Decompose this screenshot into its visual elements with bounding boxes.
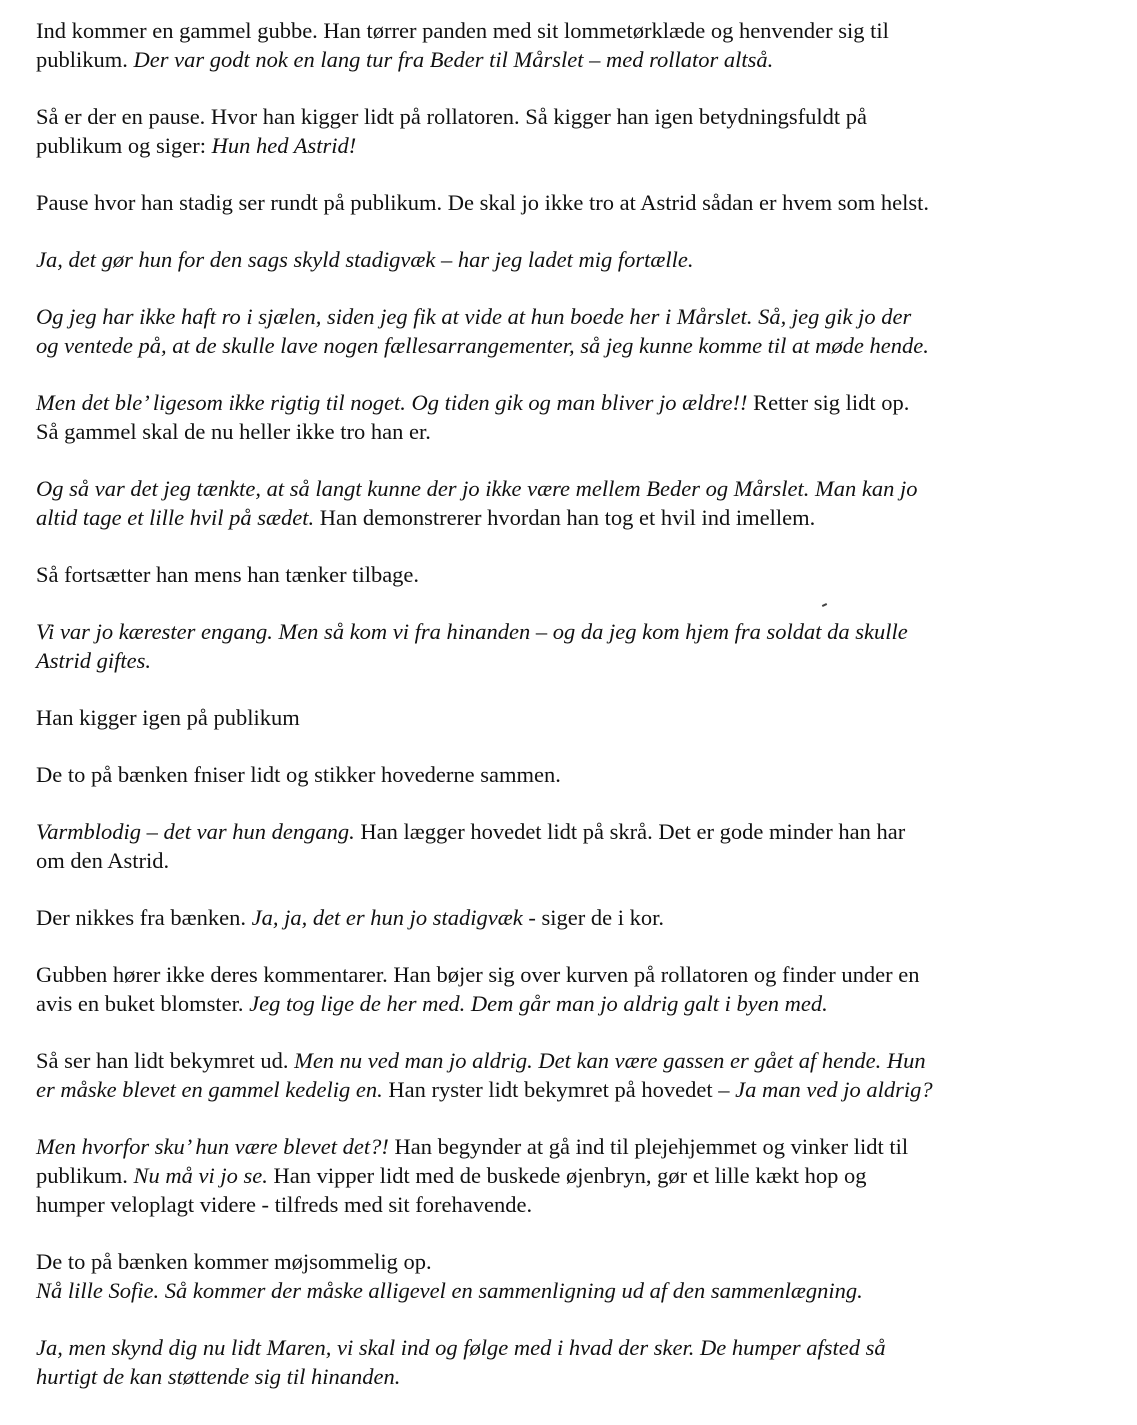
text-line (36, 617, 1116, 646)
text-segment: Ind kommer en gammel gubbe. Han tørrer panden med sit lommetørklæde og henvender sig til (36, 18, 889, 43)
text-segment: Han vipper lidt med de buskede øjenbryn, gør et lille kækt hop og (267, 1163, 867, 1188)
paragraph (36, 760, 1116, 789)
text-line (36, 703, 1116, 732)
text-line (36, 646, 1116, 675)
paragraph (36, 1046, 1116, 1104)
text-segment: Der nikkes fra bænken. (36, 905, 252, 930)
italic-text-segment: hurtigt de kan støttende sig til hinanden. (36, 1364, 401, 1389)
text-line (36, 417, 1116, 446)
paragraph (36, 102, 1116, 160)
text-segment: Han kigger igen på publikum (36, 705, 300, 730)
text-segment: Så er der en pause. Hvor han kigger lidt på rollatoren. Så kigger han igen betydningsfuldt på (36, 104, 868, 129)
italic-text-segment: Ja, det gør hun for den sags skyld stadigvæk – har jeg ladet mig fortælle. (36, 247, 694, 272)
text-line (36, 560, 1116, 589)
italic-text-segment: Jeg tog lige de her med. Dem går man jo aldrig galt i byen med. (249, 991, 828, 1016)
paragraph (36, 245, 1116, 274)
text-line (36, 188, 1116, 217)
paragraph (36, 960, 1116, 1018)
text-line (36, 1161, 1116, 1190)
text-segment: Retter sig lidt op. (747, 390, 910, 415)
text-segment: publikum. (36, 47, 134, 72)
text-line (36, 817, 1116, 846)
italic-text-segment: Men nu ved man jo aldrig. Det kan være gassen er gået af hende. Hun (294, 1048, 926, 1073)
italic-text-segment: Ja, men skynd dig nu lidt Maren, vi skal ind og følge med i hvad der sker. De humper afsted så (36, 1335, 886, 1360)
italic-text-segment: er måske blevet en gammel kedelig en. (36, 1077, 383, 1102)
text-segment: om den Astrid. (36, 848, 170, 873)
text-segment: - siger de i kor. (522, 905, 665, 930)
italic-text-segment: Men hvorfor sku’ hun være blevet det?! (36, 1134, 389, 1159)
text-line (36, 960, 1116, 989)
paragraph (36, 903, 1116, 932)
text-line (36, 1190, 1116, 1219)
paragraph (36, 617, 1116, 675)
text-segment: Så fortsætter han mens han tænker tilbage. (36, 562, 420, 587)
text-line (36, 846, 1116, 875)
text-line (36, 1362, 1116, 1391)
text-line (36, 245, 1116, 274)
text-segment: Han ryster lidt bekymret på hovedet – (382, 1077, 736, 1102)
text-line (36, 503, 1116, 532)
text-segment: De to på bænken kommer møjsommelig op. (36, 1249, 432, 1274)
paragraph (36, 1247, 1116, 1305)
text-line (36, 760, 1116, 789)
paragraph (36, 560, 1116, 589)
document-page (36, 16, 1116, 1419)
text-line (36, 1075, 1116, 1104)
italic-text-segment: Hun hed Astrid! (211, 133, 357, 158)
italic-text-segment: Ja man ved jo aldrig? (735, 1077, 933, 1102)
text-line (36, 1247, 1116, 1276)
text-segment: Pause hvor han stadig ser rundt på publikum. De skal jo ikke tro at Astrid sådan er hvem som helst. (36, 190, 929, 215)
italic-text-segment: Astrid giftes. (36, 648, 152, 673)
text-line (36, 989, 1116, 1018)
paragraph (36, 188, 1116, 217)
text-line (36, 45, 1116, 74)
text-segment: humper veloplagt videre - tilfreds med sit forehavende. (36, 1192, 533, 1217)
text-segment: Han begynder at gå ind til plejehjemmet og vinker lidt til (388, 1134, 909, 1159)
text-line (36, 131, 1116, 160)
paragraph (36, 388, 1116, 446)
text-line (36, 102, 1116, 131)
italic-text-segment: Nå lille Sofie. Så kommer der måske alligevel en sammenligning ud af den sammenlægning. (36, 1278, 863, 1303)
paragraph (36, 16, 1116, 74)
text-segment: Så gammel skal de nu heller ikke tro han er. (36, 419, 431, 444)
paragraph (36, 703, 1116, 732)
text-line (36, 1132, 1116, 1161)
italic-text-segment: Nu må vi jo se. (133, 1163, 268, 1188)
italic-text-segment: Og så var det jeg tænkte, at så langt kunne der jo ikke være mellem Beder og Mårslet. Man kan jo (36, 476, 918, 501)
text-segment: publikum. (36, 1163, 134, 1188)
text-line (36, 1333, 1116, 1362)
italic-text-segment: og ventede på, at de skulle lave nogen fællesarrangementer, så jeg kunne komme til at møde hende. (36, 333, 929, 358)
italic-text-segment: Vi var jo kærester engang. Men så kom vi fra hinanden – og da jeg kom hjem fra soldat da skulle (36, 619, 908, 644)
paragraph (36, 1333, 1116, 1391)
text-segment: Han lægger hovedet lidt på skrå. Det er gode minder han har (354, 819, 906, 844)
text-line (36, 302, 1116, 331)
text-segment: Gubben hører ikke deres kommentarer. Han bøjer sig over kurven på rollatoren og finder under en (36, 962, 920, 987)
paragraph (36, 474, 1116, 532)
italic-text-segment: Og jeg har ikke haft ro i sjælen, siden jeg fik at vide at hun boede her i Mårslet. Så, jeg gik jo der (36, 304, 912, 329)
italic-text-segment: Ja, ja, det er hun jo stadigvæk (251, 905, 523, 930)
text-segment: Han demonstrerer hvordan han tog et hvil ind imellem. (314, 505, 816, 530)
text-segment: publikum og siger: (36, 133, 212, 158)
text-segment: avis en buket blomster. (36, 991, 250, 1016)
text-line (36, 903, 1116, 932)
paragraph (36, 302, 1116, 360)
italic-text-segment: Varmblodig – det var hun dengang. (36, 819, 355, 844)
text-line (36, 1046, 1116, 1075)
italic-text-segment: Der var godt nok en lang tur fra Beder til Mårslet – med rollator altså. (133, 47, 774, 72)
paragraph (36, 817, 1116, 875)
text-line (36, 388, 1116, 417)
text-line (36, 16, 1116, 45)
italic-text-segment: altid tage et lille hvil på sædet. (36, 505, 315, 530)
text-segment: De to på bænken fniser lidt og stikker hovederne sammen. (36, 762, 561, 787)
text-line (36, 474, 1116, 503)
text-line (36, 331, 1116, 360)
paragraph (36, 1132, 1116, 1219)
italic-text-segment: Men det ble’ ligesom ikke rigtig til noget. Og tiden gik og man bliver jo ældre!! (36, 390, 748, 415)
text-line (36, 1276, 1116, 1305)
text-segment: Så ser han lidt bekymret ud. (36, 1048, 295, 1073)
